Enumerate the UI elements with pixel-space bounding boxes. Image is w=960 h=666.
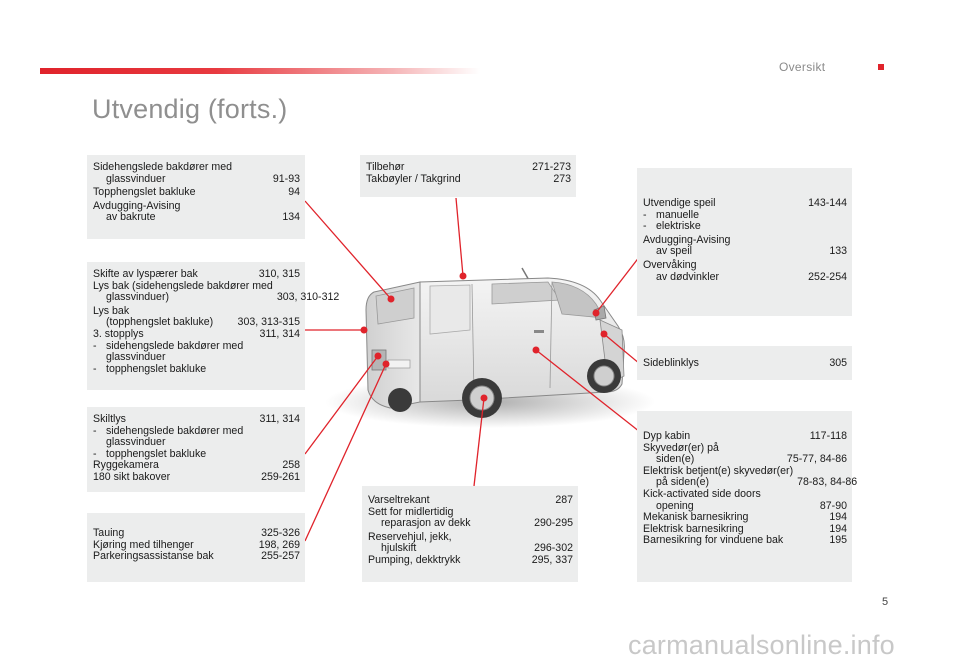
entry bbox=[93, 162, 300, 185]
page-ref: 258 bbox=[282, 459, 300, 472]
page-ref: 310, 315 bbox=[258, 268, 300, 280]
entry-label-cont: av dødvinkler bbox=[656, 270, 719, 283]
entry bbox=[93, 187, 300, 199]
sub-entry-label: sidehengslede bakdører med bbox=[106, 339, 244, 352]
entry bbox=[643, 260, 847, 283]
entry bbox=[93, 279, 340, 304]
entry bbox=[643, 235, 847, 258]
entry-label: Skyvedør(er) på bbox=[643, 441, 719, 454]
entry bbox=[643, 358, 847, 370]
page-ref: 255-257 bbox=[261, 550, 300, 563]
page-ref: 143-144 bbox=[808, 197, 847, 209]
info-box-rear-doors bbox=[87, 155, 305, 239]
bullet-dash: - bbox=[93, 424, 97, 437]
entry-label: Avdugging-Avising bbox=[643, 233, 731, 246]
entry-label: Topphengslet bakluke bbox=[93, 186, 196, 199]
sub-entry bbox=[643, 221, 847, 233]
watermark: carmanualsonline.info bbox=[628, 630, 895, 660]
info-box-towing bbox=[87, 513, 305, 582]
info-box-side-doors bbox=[637, 411, 858, 582]
dot-side-doors bbox=[533, 347, 540, 354]
entry-label: Takbøyler / Takgrind bbox=[366, 172, 461, 185]
dot-mirrors bbox=[593, 310, 600, 317]
van-plate bbox=[388, 360, 410, 368]
entry-label-cont: på siden(e) bbox=[656, 476, 709, 489]
entry-label: Mekanisk barnesikring bbox=[643, 511, 749, 524]
info-box-plate-lights bbox=[87, 407, 305, 492]
entry-label: Elektrisk betjent(e) skyvedør(er) bbox=[643, 464, 794, 477]
sub-entry-label: elektriske bbox=[656, 220, 701, 233]
page-ref: 325-326 bbox=[261, 527, 300, 539]
entry-label: Skifte av lyspærer bak bbox=[93, 268, 198, 280]
entry bbox=[368, 532, 573, 555]
page-ref: 194 bbox=[829, 522, 847, 535]
info-box-wheels bbox=[362, 486, 578, 582]
entry bbox=[368, 507, 573, 530]
page-number: 5 bbox=[882, 596, 889, 608]
callout-roof bbox=[456, 198, 463, 276]
van-front-wheel-rim bbox=[594, 366, 614, 386]
dot-rear-lights bbox=[361, 327, 368, 334]
section-title: Oversikt bbox=[779, 60, 826, 74]
entry bbox=[368, 555, 573, 567]
sub-entry-label: topphengslet bakluke bbox=[106, 362, 207, 375]
page-ref: 273 bbox=[553, 172, 571, 185]
page-ref: 75-77, 84-86 bbox=[786, 453, 847, 466]
entry bbox=[643, 489, 847, 512]
entry-label-cont: av speil bbox=[656, 245, 692, 258]
entry-label: Tauing bbox=[93, 527, 125, 539]
entry bbox=[93, 201, 300, 224]
bullet-dash: - bbox=[93, 447, 97, 460]
dot-towing bbox=[383, 361, 390, 368]
entry bbox=[366, 162, 571, 174]
page-ref: 133 bbox=[829, 245, 847, 258]
info-box-roof bbox=[360, 155, 576, 197]
bullet-dash: - bbox=[643, 220, 647, 233]
entry-label-cont: reparasjon av dekk bbox=[381, 517, 471, 530]
van-side-panel-rear bbox=[430, 285, 470, 334]
entry-label: Avdugging-Avising bbox=[93, 199, 181, 212]
entry-label: Parkeringsassistanse bak bbox=[93, 550, 214, 563]
info-box-side-indicator bbox=[637, 346, 852, 380]
page-ref: 271-273 bbox=[532, 161, 571, 173]
page-ref: 134 bbox=[282, 211, 300, 224]
entry-label: Overvåking bbox=[643, 258, 697, 271]
sub-entry bbox=[93, 341, 300, 364]
entry-label: Ryggekamera bbox=[93, 459, 159, 472]
entry-label-cont: siden(e) bbox=[656, 453, 695, 466]
dot-roof bbox=[460, 273, 467, 280]
page-ref: 194 bbox=[829, 511, 847, 524]
entry-label: Sidehengslede bakdører med bbox=[93, 161, 232, 173]
entry-label: Sett for midlertidig bbox=[368, 505, 454, 518]
entry bbox=[93, 472, 300, 484]
callout-rear-doors bbox=[305, 201, 391, 299]
page-ref: 303, 313-315 bbox=[237, 316, 300, 329]
page-ref: 252-254 bbox=[808, 270, 847, 283]
entry-label: Sideblinklys bbox=[643, 357, 699, 369]
entry-label: Pumping, dekktrykk bbox=[368, 553, 461, 566]
entry-label: Skiltlys bbox=[93, 413, 126, 425]
page-ref: 295, 337 bbox=[531, 553, 573, 566]
sub-entry bbox=[93, 426, 300, 449]
page-ref: 287 bbox=[555, 494, 573, 506]
entry-label: Tilbehør bbox=[366, 161, 405, 173]
page-ref: 290-295 bbox=[534, 517, 573, 530]
dot-wheels bbox=[481, 395, 488, 402]
sub-entry-label-cont: glassvinduer bbox=[106, 351, 166, 364]
page-ref: 195 bbox=[829, 534, 847, 547]
page-ref: 259-261 bbox=[261, 470, 300, 483]
van-rear-wheel-visible bbox=[388, 388, 412, 412]
entry bbox=[366, 174, 571, 186]
entry-label: Dyp kabin bbox=[643, 430, 691, 442]
page-title: Utvendig (forts.) bbox=[92, 94, 288, 124]
page-ref: 78-83, 84-86 bbox=[797, 476, 858, 489]
entry-label: Lys bak (sidehengslede bakdører med bbox=[93, 279, 273, 292]
sub-entry-label: topphengslet bakluke bbox=[106, 447, 207, 460]
entry-label: 180 sikt bakover bbox=[93, 470, 171, 483]
page-ref: 198, 269 bbox=[258, 538, 300, 551]
entry-label: Reservehjul, jekk, bbox=[368, 530, 452, 543]
page-ref: 117-118 bbox=[809, 430, 847, 442]
callout-mirrors bbox=[596, 256, 640, 313]
page-ref: 305 bbox=[829, 357, 847, 369]
entry bbox=[643, 535, 847, 547]
entry-label: Lys bak bbox=[93, 304, 130, 317]
entry bbox=[93, 551, 300, 563]
bullet-dash: - bbox=[93, 339, 97, 352]
entry-label: Elektrisk barnesikring bbox=[643, 522, 744, 535]
entry-label: Barnesikring for vinduene bak bbox=[643, 534, 784, 547]
dot-side-indicator bbox=[601, 331, 608, 338]
entry-label: Utvendige speil bbox=[643, 197, 716, 209]
entry-label-cont: av bakrute bbox=[106, 211, 156, 224]
entry-label-cont: opening bbox=[656, 499, 694, 512]
van-side-window bbox=[492, 282, 560, 304]
van-door-handle bbox=[534, 330, 544, 333]
bullet-dash: - bbox=[93, 362, 97, 375]
page-ref: 296-302 bbox=[534, 542, 573, 555]
sub-entry-label-cont: glassvinduer bbox=[106, 436, 166, 449]
entry bbox=[93, 306, 300, 329]
entry-label: Kick-activated side doors bbox=[643, 487, 761, 500]
entry-label: Varseltrekant bbox=[368, 494, 430, 506]
entry-label-cont: hjulskift bbox=[381, 542, 417, 555]
page-ref: 91-93 bbox=[272, 172, 300, 185]
entry-label-cont: glassvinduer bbox=[106, 172, 166, 185]
info-box-mirrors bbox=[637, 168, 852, 316]
dot-plate-lights bbox=[375, 353, 382, 360]
entry-label-cont: (topphengslet bakluke) bbox=[106, 316, 214, 329]
sub-entry-label: sidehengslede bakdører med bbox=[106, 424, 244, 437]
entry bbox=[643, 198, 847, 210]
entry bbox=[643, 443, 847, 466]
page-ref: 311, 314 bbox=[259, 327, 300, 340]
entry-label: Kjøring med tilhenger bbox=[93, 538, 194, 551]
page-ref: 94 bbox=[288, 186, 300, 199]
entry bbox=[643, 464, 858, 489]
page-ref: 311, 314 bbox=[259, 413, 300, 425]
dot-rear-doors bbox=[388, 296, 395, 303]
entry-label-cont: glassvinduer) bbox=[106, 291, 170, 304]
entry bbox=[643, 512, 847, 524]
info-box-rear-lights bbox=[87, 262, 340, 390]
bullet-dash: - bbox=[643, 208, 647, 221]
sub-entry-label: manuelle bbox=[656, 208, 699, 221]
page-ref: 87-90 bbox=[819, 499, 847, 512]
entry bbox=[93, 528, 300, 540]
page-ref: 303, 310-312 bbox=[276, 291, 340, 304]
entry-label: 3. stopplys bbox=[93, 327, 144, 340]
sub-entry bbox=[93, 364, 300, 376]
